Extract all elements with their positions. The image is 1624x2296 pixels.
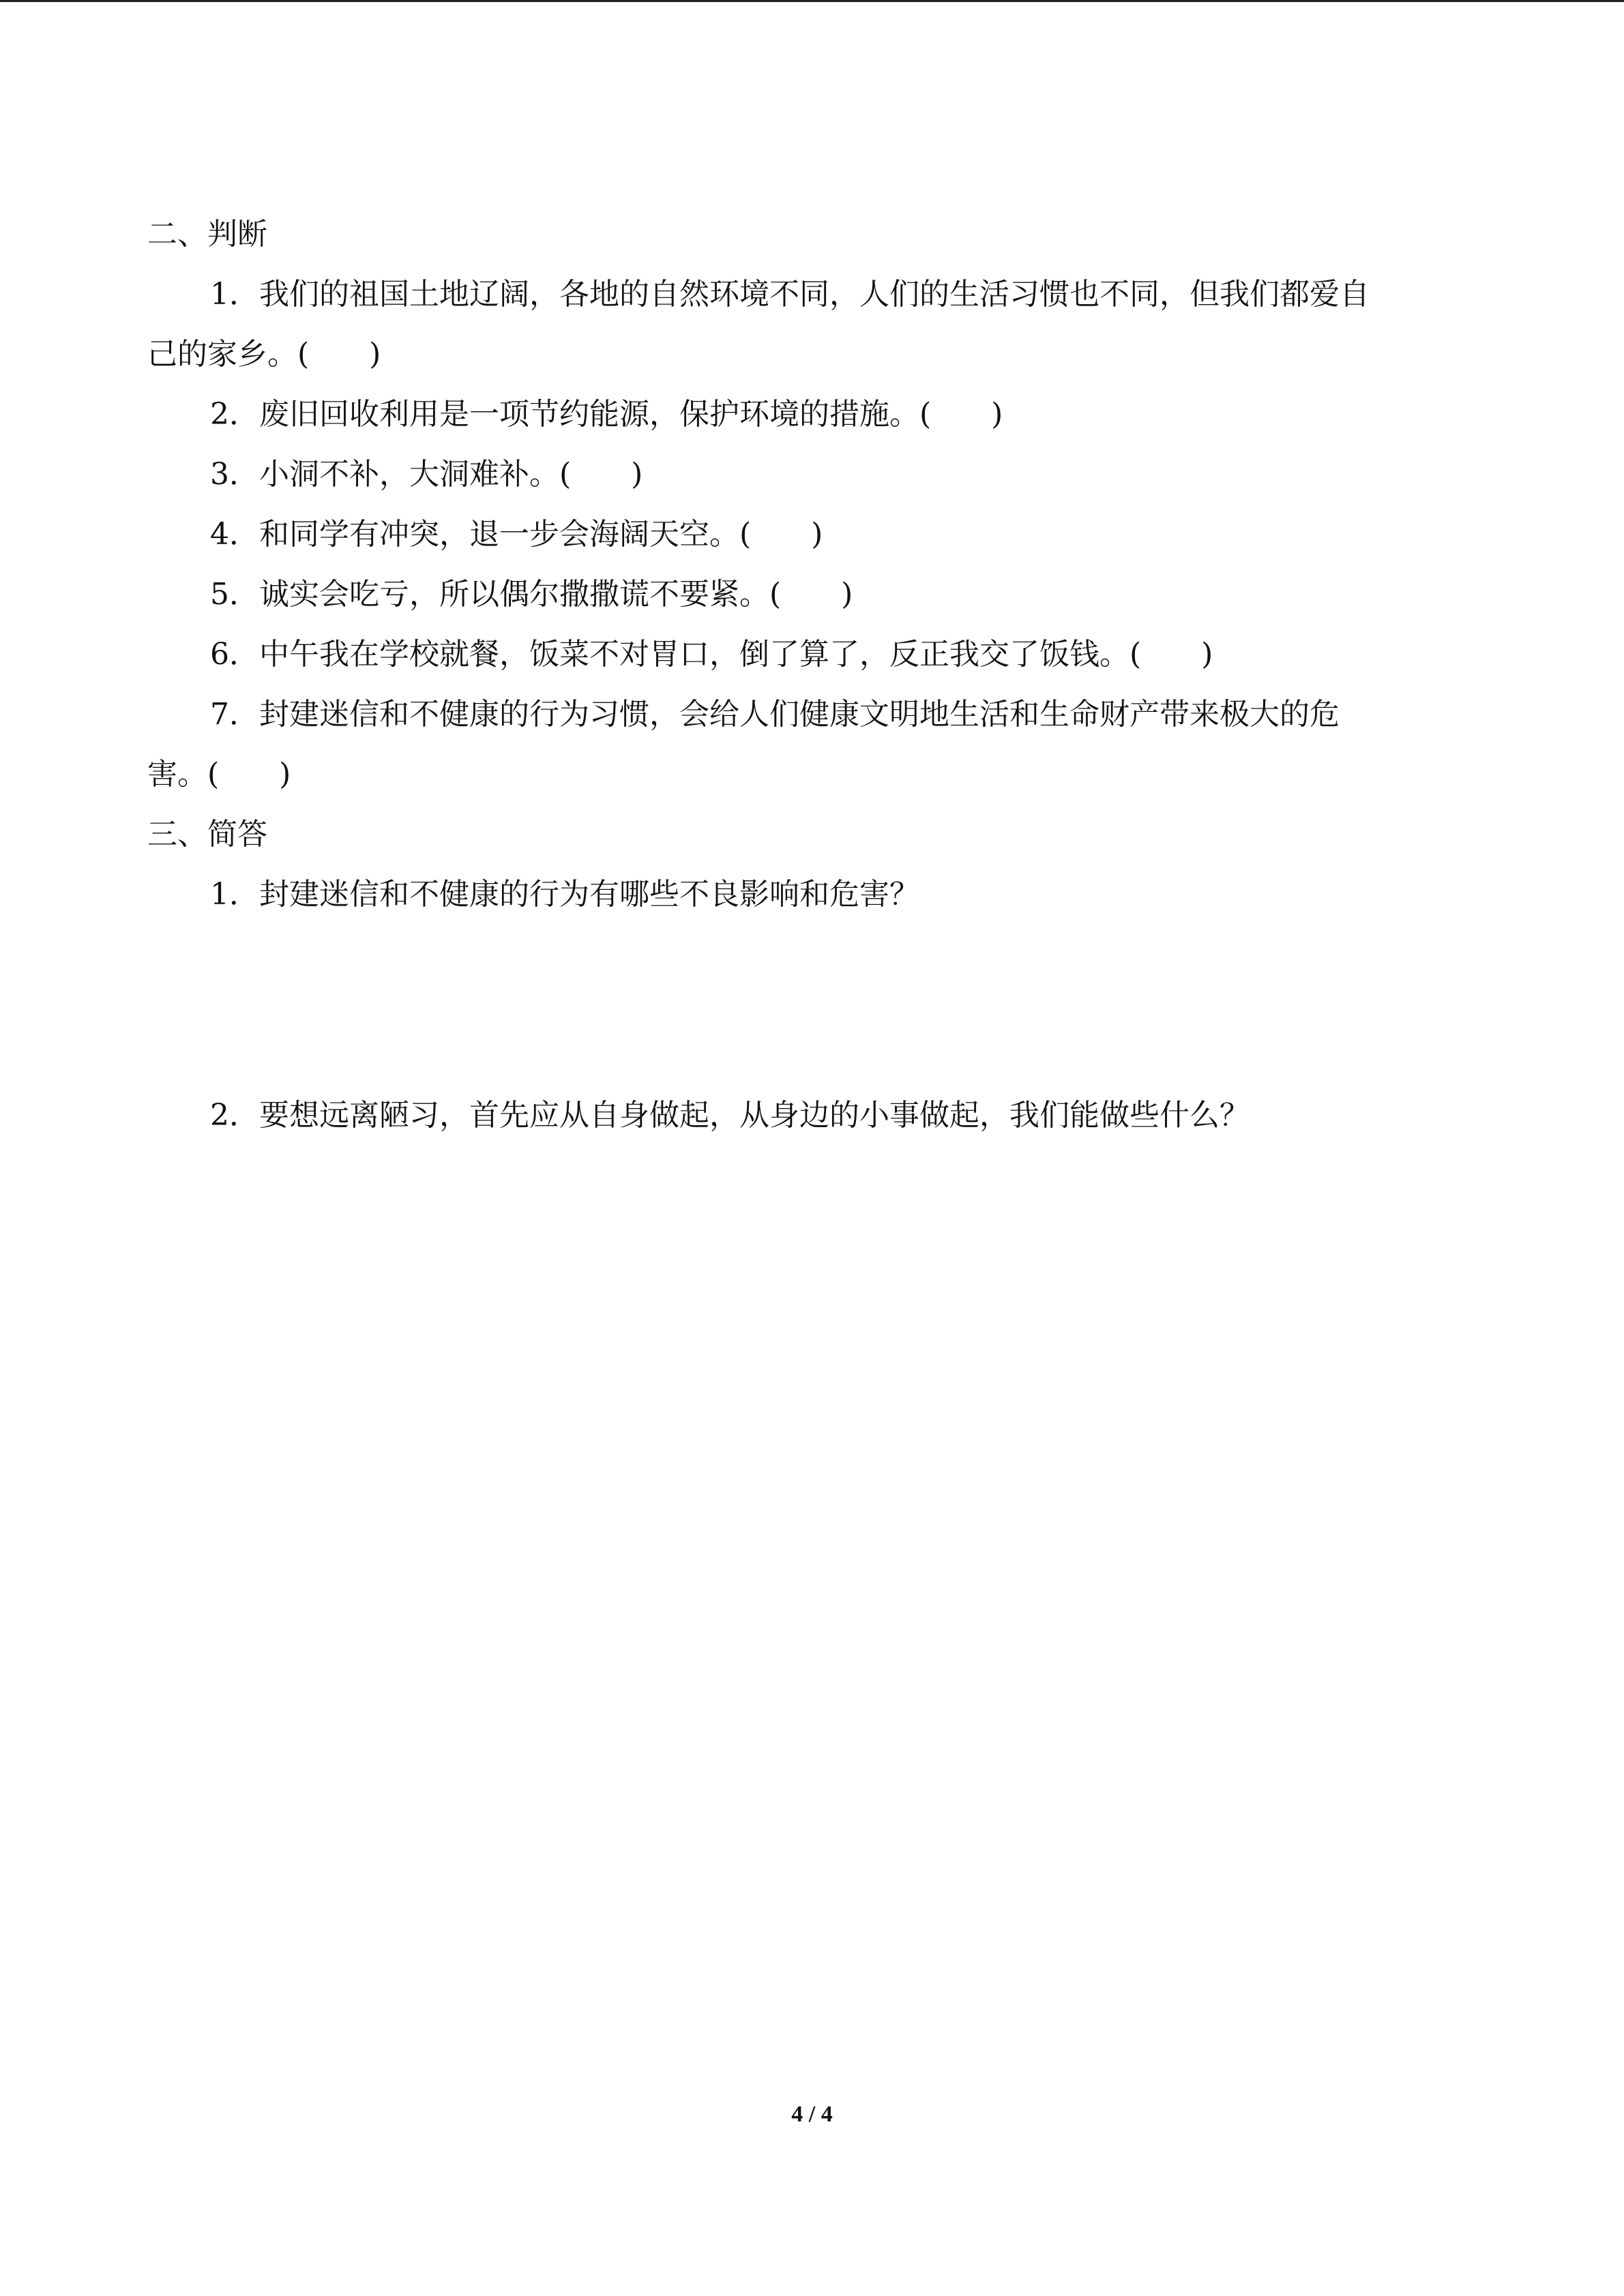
page-number: 4 / 4 xyxy=(791,2102,833,2127)
judgement-item-2: 2．废旧回收利用是一项节约能源，保护环境的措施。( ) xyxy=(210,397,1003,432)
judgement-item-4: 4．和同学有冲突，退一步会海阔天空。( ) xyxy=(210,517,823,552)
judgement-item-7-line1: 7．封建迷信和不健康的行为习惯，会给人们健康文明地生活和生命财产带来极大的危 xyxy=(210,697,1340,732)
short-answer-question-1: 1．封建迷信和不健康的行为有哪些不良影响和危害？ xyxy=(210,877,919,912)
judgement-item-7-line2: 害。( ) xyxy=(147,757,291,792)
judgement-item-6: 6．中午我在学校就餐，饭菜不对胃口，倒了算了，反正我交了饭钱。( ) xyxy=(210,637,1213,672)
judgement-item-1-line2: 己的家乡。( ) xyxy=(147,337,381,372)
short-answer-question-2: 2．要想远离陋习，首先应从自身做起，从身边的小事做起，我们能做些什么？ xyxy=(210,1098,1250,1133)
judgement-item-5: 5．诚实会吃亏，所以偶尔撒撒谎不要紧。( ) xyxy=(210,577,853,612)
answer-space-1 xyxy=(147,925,1484,1086)
section-heading-short-answer: 三、简答 xyxy=(147,817,267,852)
document-page xyxy=(147,205,1484,1146)
judgement-item-1-line1: 1．我们的祖国土地辽阔，各地的自然环境不同，人们的生活习惯也不同，但我们都爱自 xyxy=(210,277,1370,312)
section-heading-judgement: 二、判断 xyxy=(147,217,267,252)
top-border-line xyxy=(0,0,1624,2)
judgement-item-3: 3．小洞不补，大洞难补。( ) xyxy=(210,457,643,492)
